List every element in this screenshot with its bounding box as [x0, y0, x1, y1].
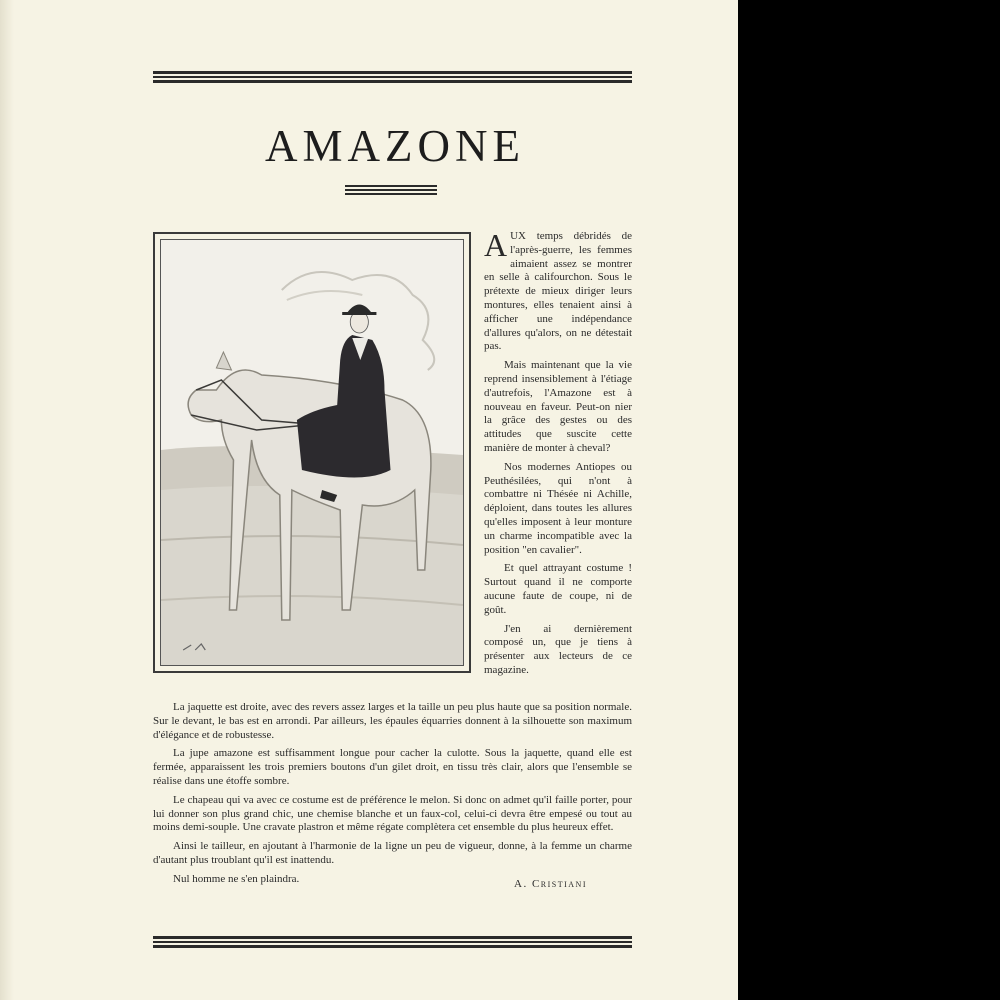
column-paragraph-2: Mais maintenant que la vie reprend insensiblement à l'étiage d'autrefois, l'Amazone est à nouveau en faveur. Peut-on nier la grâce des gestes ou des attitudes que suscite cette manière de monter à cheval? — [484, 359, 632, 454]
title-underline — [345, 185, 437, 197]
column-paragraph-5: J'en ai dernièrement composé un, que je tiens à présenter aux lecteurs de ce magazine. — [484, 622, 632, 676]
column-paragraph-1: AUX temps débridés de l'après-guerre, les femmes aimaient assez se montrer en selle à califourchon. Sous le prétexte de mieux diriger leurs montures, elles tenaient ainsi à afficher une indépendance d'allures qu'alors, on ne détestait pas. — [484, 227, 632, 353]
body-paragraph-5: Nul homme ne s'en plaindra. — [173, 872, 300, 885]
body-paragraph-4: Ainsi le tailleur, en ajoutant à l'harmonie de la ligne un peu de vigueur, donne, à la femme un charme d'autant plus troublant qu'il est inattendu. — [153, 840, 632, 866]
top-rule — [153, 71, 632, 85]
horsewoman-illustration — [161, 240, 463, 665]
illustration-frame — [153, 232, 471, 673]
body-paragraph-1: La jaquette est droite, avec des revers assez larges et la taille un peu plus haute que sa position normale. Sur le devant, le bas est en arrondi. Par ailleurs, les épaules équarries donnent à la silhouette son maximum d'élégance et de robustesse. — [153, 701, 632, 741]
page-title: AMAZONE — [265, 121, 525, 171]
dropcap: A — [484, 227, 508, 263]
column-paragraph-3: Nos modernes Antiopes ou Peuthésilées, qui n'ont à combattre ni Thésée ni Achille, déploient, dans toutes les allures qu'elles imposent à leur monture un charme incompatible avec la position "en cavalier". — [484, 460, 632, 556]
body-paragraph-3: Le chapeau qui va avec ce costume est de préférence le melon. Si donc on admet qu'il faille porter, pour lui donner son plus grand chic, une chemise blanche et un faux-col, celui-ci devra être empesé ou tout au moins demi-souple. Une cravate plastron et même régate complètera cet ensemble du plus heureux effet. — [153, 793, 632, 834]
body-paragraph-2: La jupe amazone est suffisamment longue pour cacher la culotte. Sous la jaquette, quand elle est fermée, apparaissent les trois premiers boutons d'un gilet droit, en tissu très clair, alors que l'ensemble se réalise dans une étoffe sombre. — [153, 747, 632, 787]
author-signature: A. Cristiani — [514, 877, 587, 890]
column-paragraph-4: Et quel attrayant costume ! Surtout quand il ne comporte aucune faute de coupe, ni de goût. — [484, 562, 632, 616]
bottom-rule — [153, 936, 632, 950]
side-column — [484, 227, 632, 683]
body-text — [153, 701, 632, 891]
